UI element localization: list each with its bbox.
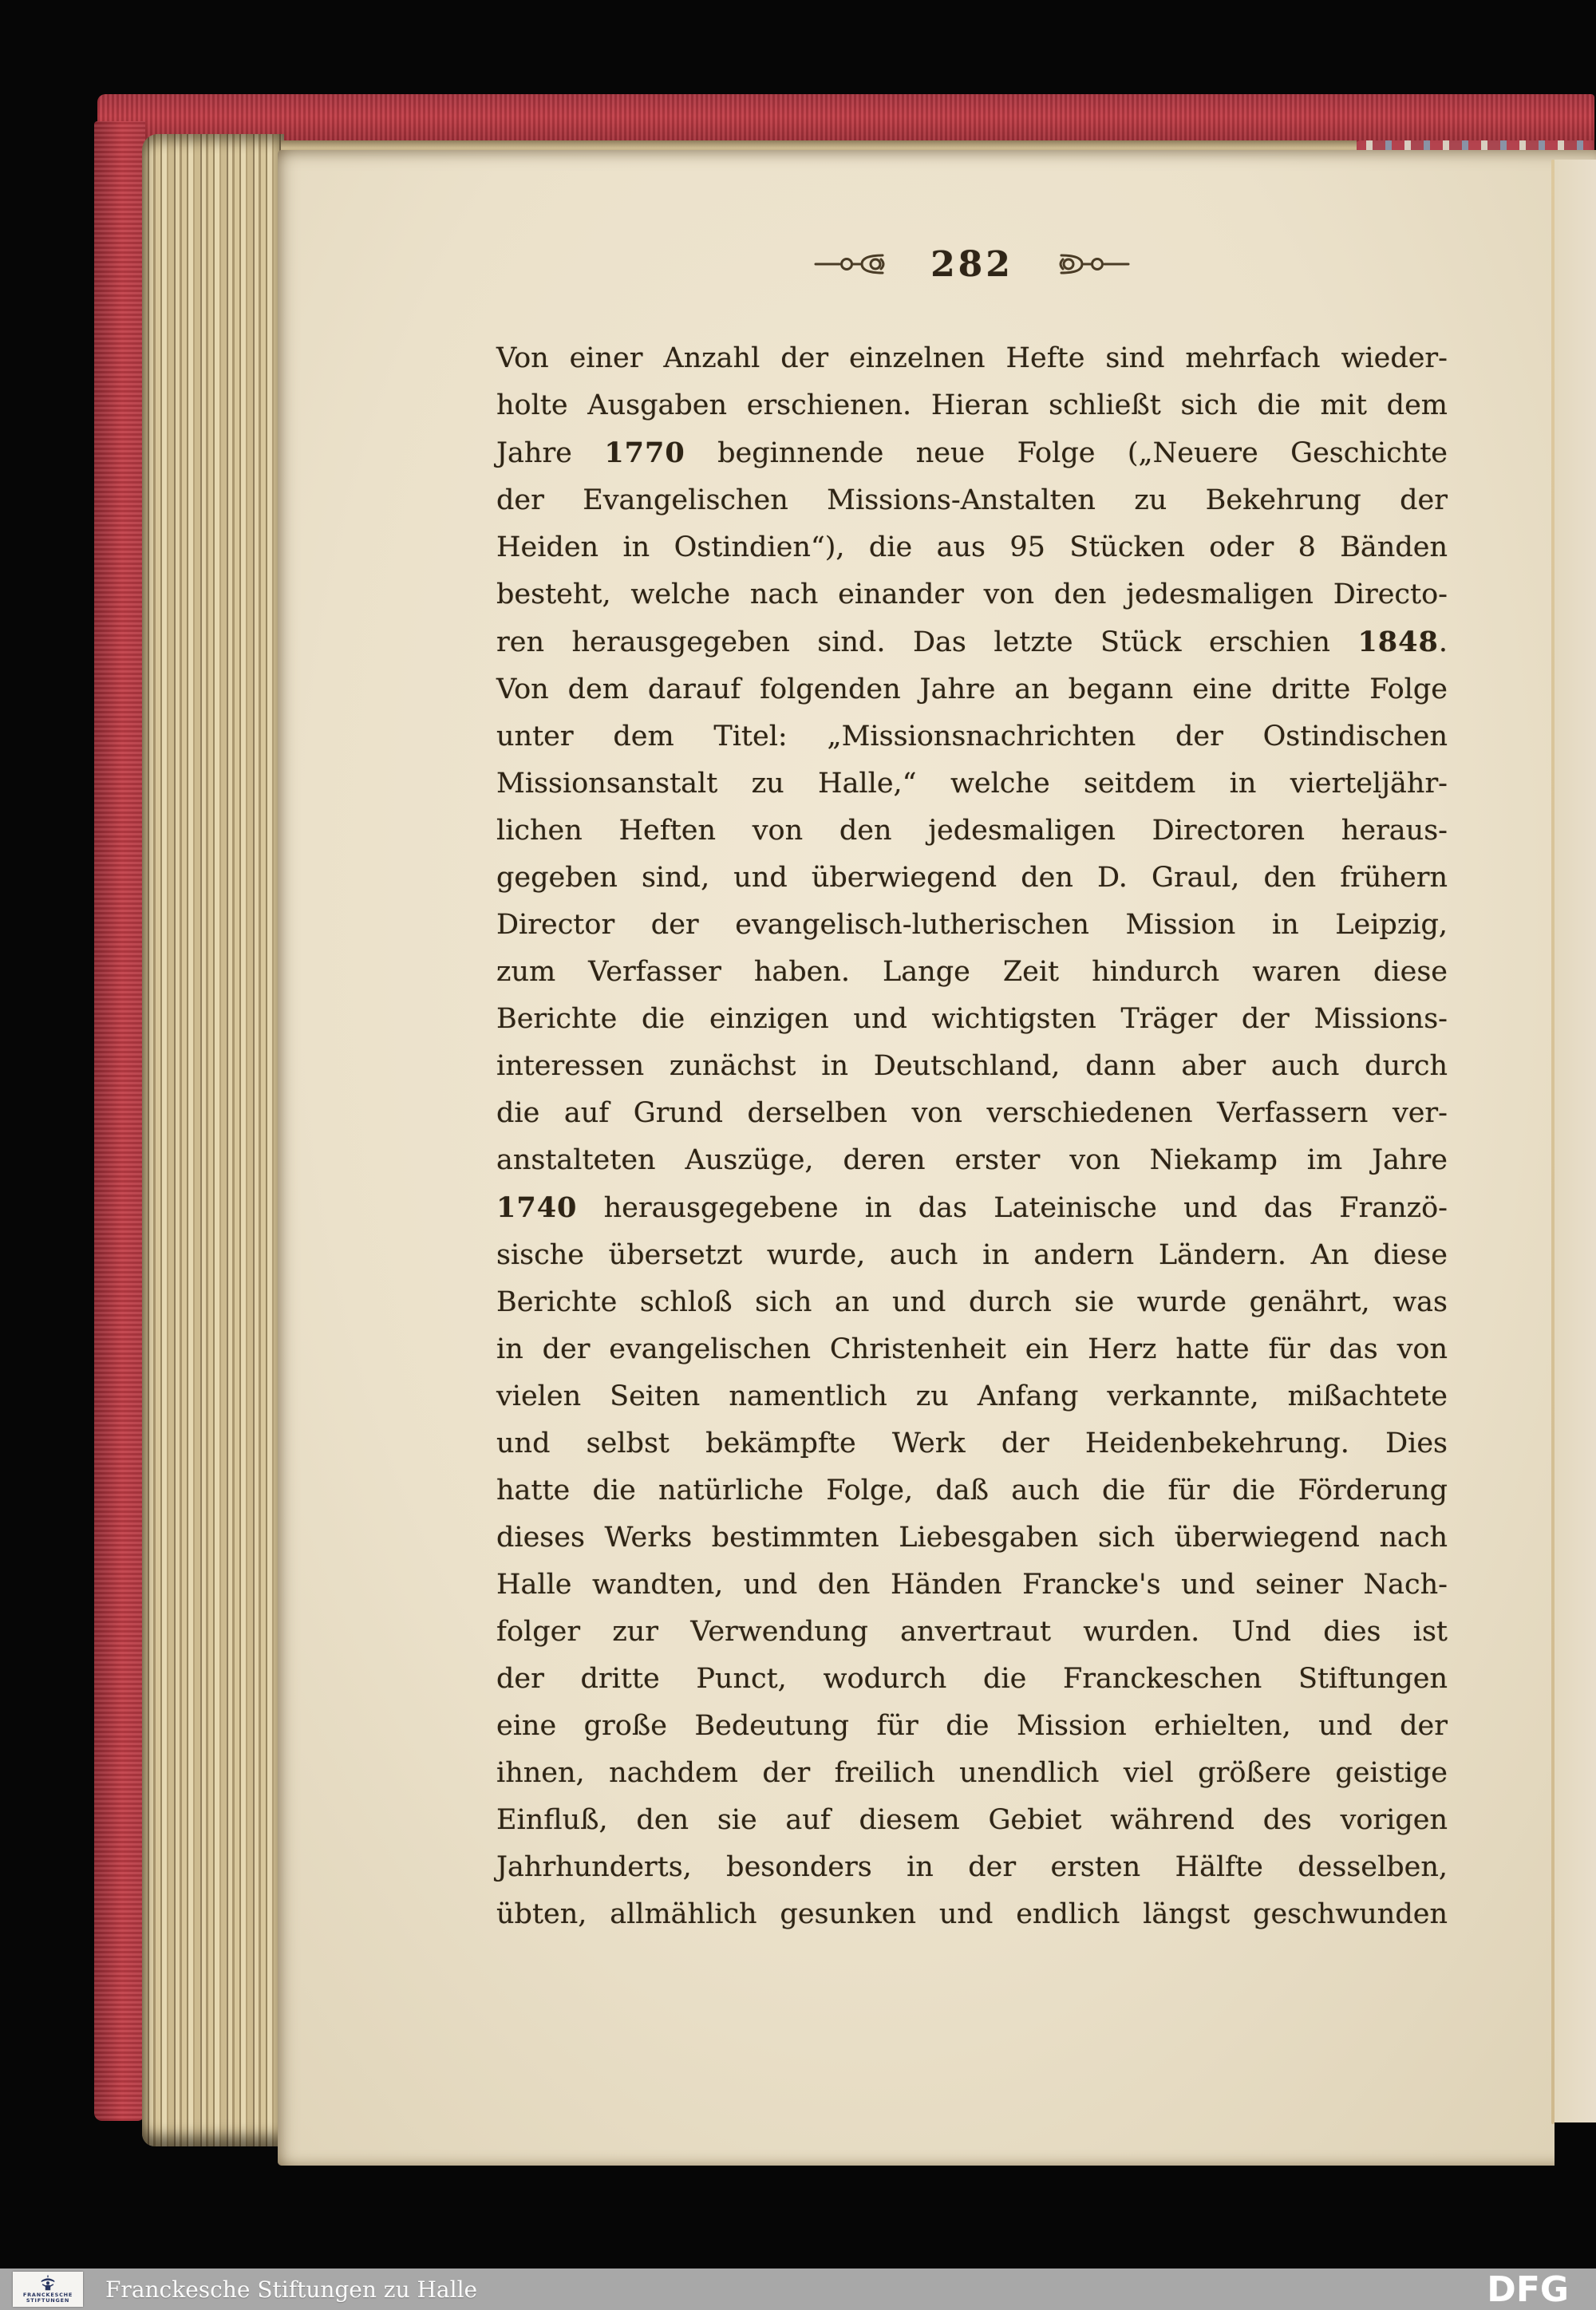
text-line: sische übersetzt wurde, auch in andern Ländern. An diese <box>496 1239 1448 1271</box>
institution-logo <box>13 2272 83 2307</box>
logo-caption: FRANCKESCHE STIFTUNGEN <box>22 2292 73 2304</box>
text-line: hatte die natürliche Folge, daß auch die für die Förderung <box>496 1475 1448 1506</box>
text-line: Missionsanstalt zu Halle,“ welche seitdem in vierteljähr- <box>496 768 1448 800</box>
dfg-logo: DFG <box>1487 2269 1569 2310</box>
text-line: gegeben sind, und überwiegend den D. Graul, den frühern <box>496 862 1448 894</box>
institution-name: Franckesche Stiftungen zu Halle <box>105 2276 478 2303</box>
text-line: der Evangelischen Missions-Anstalten zu Bekehrung der <box>496 484 1448 516</box>
text-line: Director der evangelisch-lutherischen Mission in Leipzig, <box>496 909 1448 941</box>
text-line: lichen Heften von den jedesmaligen Directoren heraus- <box>496 815 1448 847</box>
text-line: Berichte schloß sich an und durch sie wurde genährt, was <box>496 1286 1448 1318</box>
text-line: übten, allmählich gesunken und endlich längst geschwunden <box>496 1898 1448 1930</box>
text-line: interessen zunächst in Deutschland, dann aber auch durch <box>496 1050 1448 1082</box>
text-line: unter dem Titel: „Missionsnachrichten der Ostindischen <box>496 721 1448 752</box>
page-text <box>496 335 1448 1938</box>
text-line: die auf Grund derselben von verschiedenen Verfassern ver- <box>496 1097 1448 1129</box>
page-gutter-crease <box>1551 160 1555 2124</box>
ornament-left-icon <box>814 252 887 276</box>
text-line: Berichte die einzigen und wichtigsten Träger der Missions- <box>496 1003 1448 1035</box>
text-line: eine große Bedeutung für die Mission erhielten, und der <box>496 1710 1448 1742</box>
text-line: holte Ausgaben erschienen. Hieran schließt sich die mit dem <box>496 389 1448 421</box>
text-line: Halle wandten, und den Händen Francke's und seiner Nach- <box>496 1569 1448 1601</box>
text-line: besteht, welche nach einander von den jedesmaligen Directo- <box>496 578 1448 610</box>
text-line: vielen Seiten namentlich zu Anfang verkannte, mißachtete <box>496 1380 1448 1412</box>
book-cover-top-edge <box>97 94 1594 144</box>
text-line: in der evangelischen Christenheit ein Herz hatte für das von <box>496 1333 1448 1365</box>
text-line: Heiden in Ostindien“), die aus 95 Stücken oder 8 Bänden <box>496 531 1448 563</box>
text-line: ren herausgegeben sind. Das letzte Stück erschien 1848. <box>496 626 1448 658</box>
text-line: dieses Werks bestimmten Liebesgaben sich überwiegend nach <box>496 1522 1448 1554</box>
text-line: der dritte Punct, wodurch die Franckeschen Stiftungen <box>496 1663 1448 1695</box>
page-edge-stack <box>142 134 284 2146</box>
text-line: Einfluß, den sie auf diesem Gebiet während des vorigen <box>496 1804 1448 1836</box>
eagle-emblem-icon <box>39 2275 57 2292</box>
text-line: 1740 herausgegebene in das Lateinische und das Franzö- <box>496 1191 1448 1224</box>
text-line: Jahre 1770 beginnende neue Folge („Neuere Geschichte <box>496 436 1448 469</box>
text-line: Von dem darauf folgenden Jahre an begann eine dritte Folge <box>496 673 1448 705</box>
text-line: und selbst bekämpfte Werk der Heidenbekehrung. Dies <box>496 1427 1448 1459</box>
text-line: folger zur Verwendung anvertraut wurden. Und dies ist <box>496 1616 1448 1648</box>
ornament-right-icon <box>1057 252 1130 276</box>
text-line: anstalteten Auszüge, deren erster von Niekamp im Jahre <box>496 1144 1448 1176</box>
book-cover-left-edge <box>94 121 145 2121</box>
page-gutter <box>1555 160 1596 2124</box>
page-header <box>496 236 1448 292</box>
text-line: ihnen, nachdem der freilich unendlich viel größere geistige <box>496 1757 1448 1789</box>
text-line: zum Verfasser haben. Lange Zeit hindurch waren diese <box>496 956 1448 988</box>
page-number: 282 <box>930 243 1013 285</box>
text-line: Jahrhunderts, besonders in der ersten Hälfte desselben, <box>496 1851 1448 1883</box>
page-gutter-shadow <box>1555 2122 1596 2167</box>
text-line: Von einer Anzahl der einzelnen Hefte sind mehrfach wieder- <box>496 342 1448 374</box>
